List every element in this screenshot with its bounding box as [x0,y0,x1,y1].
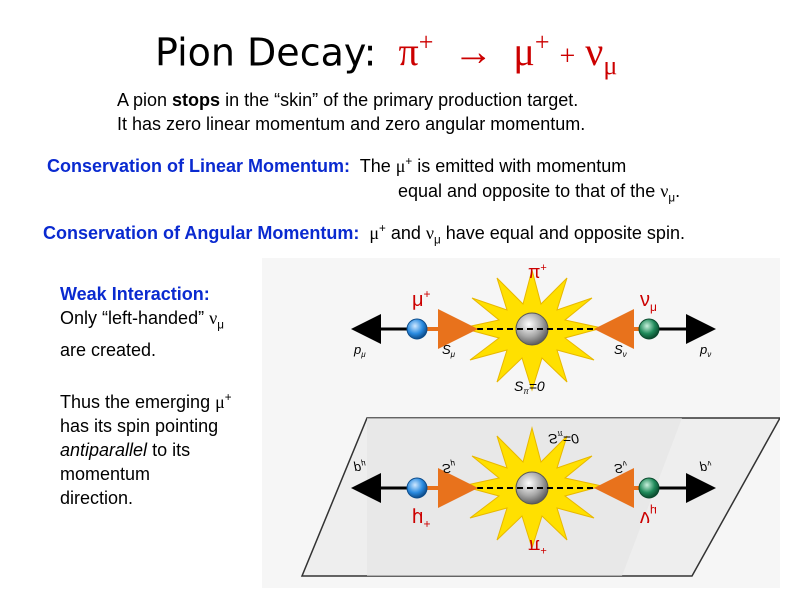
pi-charge: + [418,28,434,57]
linear-momentum-row [47,155,626,177]
mirror-s-mu-label: $S_\mu$ [442,459,456,476]
weak-interaction-text [60,282,260,510]
mirror-nu-ball [639,478,659,498]
angular-text: and [385,223,426,243]
weak-line-2: are created. [60,339,157,360]
weak-line-7: direction. [60,487,134,508]
mu-charge: + [405,155,413,168]
weak-text: Thus the emerging [60,391,216,412]
nu-label: $\nu_\mu$ [640,289,657,314]
weak-line-6: momentum [60,463,151,484]
weak-line-5 [60,438,260,462]
mu-charge: + [534,28,550,57]
nu-ball [639,319,659,339]
weak-line-3 [60,386,260,414]
mirror-pi-label: π+ [528,536,547,556]
arrow-symbol: → [453,29,494,75]
weak-text: Only “left-handed” [60,308,210,328]
intro-text: in the “skin” of the primary production target. [220,90,579,110]
weak-text: to its [147,439,191,460]
nu-symbol: ν [209,308,218,328]
mirror-s-pi-label: $S_\pi=0$ [548,429,579,447]
nu-symbol: ν [585,29,604,75]
linear-text: The [359,156,396,176]
title-text: Pion Decay: [155,30,377,75]
mu-symbol: μ [395,156,406,176]
s-pi-label: $S_\pi=0$ [514,378,545,396]
decay-diagram-panel [262,258,780,588]
pi-symbol: π [398,29,419,75]
decay-diagram [262,258,780,588]
mu-label: μ+ [412,287,431,311]
mu-symbol: μ [215,391,225,412]
linear-momentum-label: Conservation of Linear Momentum: [47,156,351,176]
weak-line-1 [60,306,260,338]
spacer [60,362,260,386]
p-mu-label: $p_\mu$ [354,342,366,359]
intro-line-2: It has zero linear momentum and zero angular momentum. [117,114,586,134]
nu-subscript: μ [668,191,676,205]
linear-text: is emitted with momentum [412,156,627,176]
antiparallel-word: antiparallel [60,439,148,460]
page-title [155,28,617,81]
nu-subscript: μ [217,318,224,332]
p-nu-label: $p_\nu$ [700,342,712,359]
angular-momentum-row [43,222,685,247]
s-mu-label: $S_\mu$ [442,342,456,359]
weak-heading: Weak Interaction: [60,284,210,304]
intro-bold: stops [172,90,221,110]
mu-ball [407,319,427,339]
nu-subscript: μ [603,51,618,81]
mu-symbol: μ [369,223,380,243]
mirror-mu-label: μ+ [412,507,431,531]
mu-charge: + [379,222,386,235]
mu-symbol: μ [513,29,535,75]
mirror-nu-label: $\nu_\mu$ [640,504,657,529]
intro-line-1 [117,90,578,111]
nu-subscript: μ [434,233,441,247]
mirror-p-mu-label: $p_\mu$ [354,459,366,476]
mu-charge: + [224,390,232,404]
mirror-decay-diagram [302,418,780,576]
angular-momentum-label: Conservation of Angular Momentum: [43,223,360,243]
nu-symbol: ν [660,181,669,201]
top-decay-diagram [353,262,711,396]
mirror-s-nu-label: $S_\nu$ [614,459,627,476]
plus-symbol: + [559,41,576,73]
linear-momentum-row-2 [398,181,680,205]
nu-symbol: ν [425,223,435,243]
decay-equation [398,28,618,81]
linear-text: . [675,181,681,201]
weak-line-4: has its spin pointing [60,415,219,436]
angular-text: have equal and opposite spin. [440,223,685,243]
intro-text: A pion [117,90,173,110]
s-nu-label: $S_\nu$ [614,342,627,359]
mirror-mu-ball [407,478,427,498]
mirror-p-nu-label: $p_\nu$ [700,459,712,476]
pi-label: π+ [528,262,547,282]
linear-text: equal and opposite to that of the [398,181,661,201]
